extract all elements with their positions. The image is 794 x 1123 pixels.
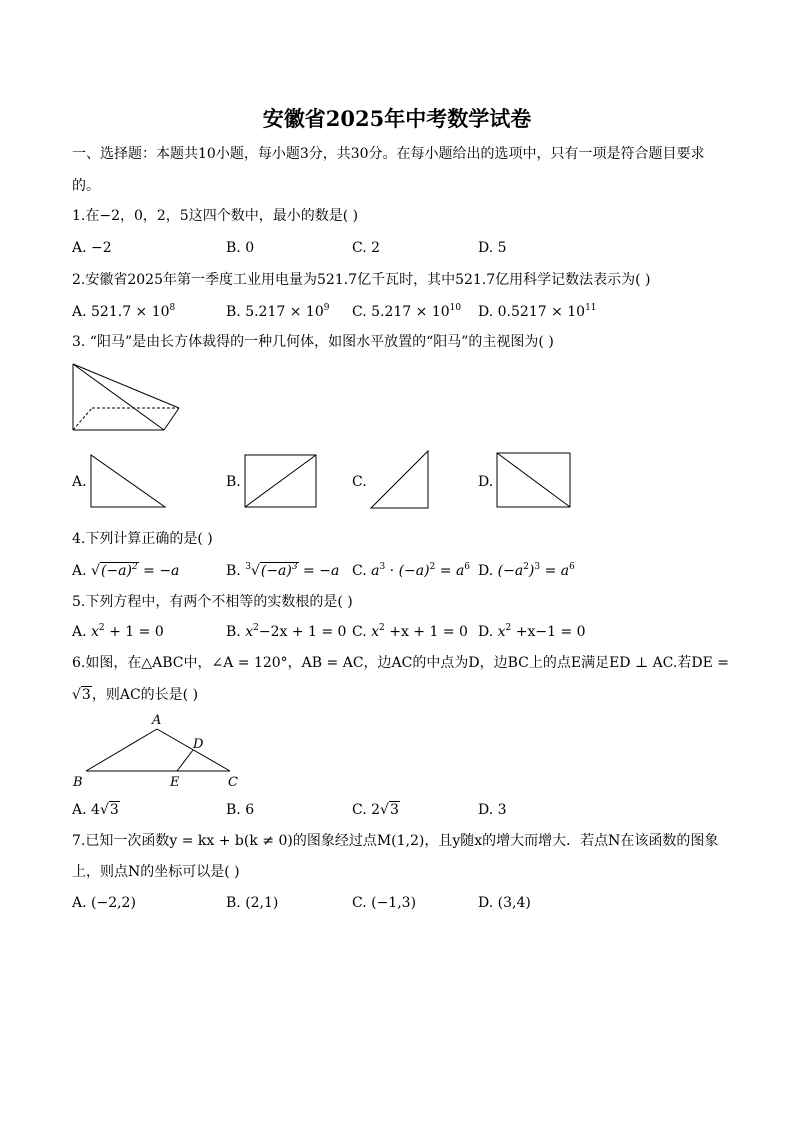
edge-hidden-1 bbox=[73, 408, 92, 430]
point-label-a: A bbox=[152, 713, 162, 728]
edge-right bbox=[164, 408, 179, 430]
page-title: 安徽省2025年中考数学试卷 bbox=[262, 106, 532, 131]
edge-diagonal-front bbox=[73, 364, 164, 430]
q3-option-a-figure bbox=[90, 454, 166, 508]
point-label-e: E bbox=[170, 775, 180, 790]
q3-option-d-figure bbox=[496, 452, 572, 508]
q1-option-c: C. 2 bbox=[352, 240, 381, 256]
q3-option-d-label: D. bbox=[478, 474, 494, 490]
q4-option-c: C. $a^3 \cdot (-a)^2 = a^6$ bbox=[352, 562, 471, 579]
point-label-b: B bbox=[73, 775, 83, 790]
q6-triangle-figure bbox=[72, 712, 242, 792]
point-label-d: D bbox=[193, 737, 204, 752]
segment-de bbox=[177, 750, 193, 771]
q6-stem-line1: 6.如图，在△ABC中，∠A = 120°，AB = AC，边AC的中点为D，边BC上的点E满足ED ⊥ AC.若DE = bbox=[72, 655, 729, 671]
q3-option-a-label: A. bbox=[72, 474, 87, 490]
q4-option-b: B. $^3√(-a)^3 = -a$ bbox=[226, 562, 340, 579]
q7-option-a: A. (−2,2) bbox=[72, 895, 136, 911]
q4-option-d: D. $(-a^2)^3 = a^6$ bbox=[478, 562, 575, 579]
q6-option-c: C. 2√3 bbox=[352, 802, 399, 818]
segment-ab bbox=[86, 729, 157, 771]
q4-stem: 4.下列计算正确的是( ) bbox=[72, 531, 213, 547]
q6-option-d: D. 3 bbox=[478, 802, 507, 818]
q5-option-d: D. $x^2 +x-1 = 0$ bbox=[478, 623, 586, 640]
q1-option-a: A. −2 bbox=[72, 240, 112, 256]
section-instructions-line1: 一、选择题：本题共10小题，每小题3分，共30分。在每小题给出的选项中，只有一项是符合题目要求 bbox=[72, 146, 705, 162]
q1-stem: 1.在−2，0，2，5这四个数中，最小的数是( ) bbox=[72, 208, 359, 224]
q7-option-b: B. (2,1) bbox=[226, 895, 279, 911]
q3-option-c-figure bbox=[370, 450, 430, 510]
q5-option-b: B. $x^2-2x + 1 = 0$ bbox=[226, 623, 347, 640]
q1-option-d: D. 5 bbox=[478, 240, 507, 256]
q6-option-b: B. 6 bbox=[226, 802, 255, 818]
q5-stem: 5.下列方程中，有两个不相等的实数根的是( ) bbox=[72, 594, 353, 610]
q7-option-c: C. (−1,3) bbox=[352, 895, 417, 911]
q3-option-b-label: B. bbox=[226, 474, 241, 490]
q7-stem-line1: 7.已知一次函数y = kx + b(k ≠ 0)的图象经过点M(1,2)，且y随x的增大而增大．若点N在该函数的图象 bbox=[72, 833, 719, 849]
q4-option-a: A. $√(-a)^2 = -a$ bbox=[72, 562, 180, 579]
q2-option-d: D. $0.5217 \times 10^{11}$ bbox=[478, 303, 597, 320]
q6-option-a: A. 4√3 bbox=[72, 802, 119, 818]
q3-option-c-label: C. bbox=[352, 474, 367, 490]
q7-option-d: D. (3,4) bbox=[478, 895, 531, 911]
q2-option-b: B. $5.217 \times 10^9$ bbox=[226, 303, 330, 320]
q1-option-b: B. 0 bbox=[226, 240, 255, 256]
section-instructions-line2: 的。 bbox=[72, 178, 100, 194]
point-label-c: C bbox=[228, 775, 238, 790]
yangma-solid-figure bbox=[72, 362, 184, 436]
q3-stem: 3. “阳马”是由长方体裁得的一种几何体，如图水平放置的“阳马”的主视图为( ) bbox=[72, 334, 554, 350]
q2-option-a: A. $521.7 \times 10^8$ bbox=[72, 303, 176, 320]
q2-option-c: C. $5.217 \times 10^{10}$ bbox=[352, 303, 462, 320]
q3-option-b-figure bbox=[244, 454, 318, 508]
q7-stem-line2: 上，则点N的坐标可以是( ) bbox=[72, 864, 240, 880]
q2-stem: 2.安徽省2025年第一季度工业用电量为521.7亿千瓦时，其中521.7亿用科学记数法表示为( ) bbox=[72, 272, 651, 288]
q5-option-c: C. $x^2 +x + 1 = 0$ bbox=[352, 623, 468, 640]
edge-diagonal-top bbox=[73, 364, 179, 408]
q5-option-a: A. $x^2 + 1 = 0$ bbox=[72, 623, 164, 640]
q6-stem-line2: √3，则AC的长是( ) bbox=[72, 687, 199, 703]
